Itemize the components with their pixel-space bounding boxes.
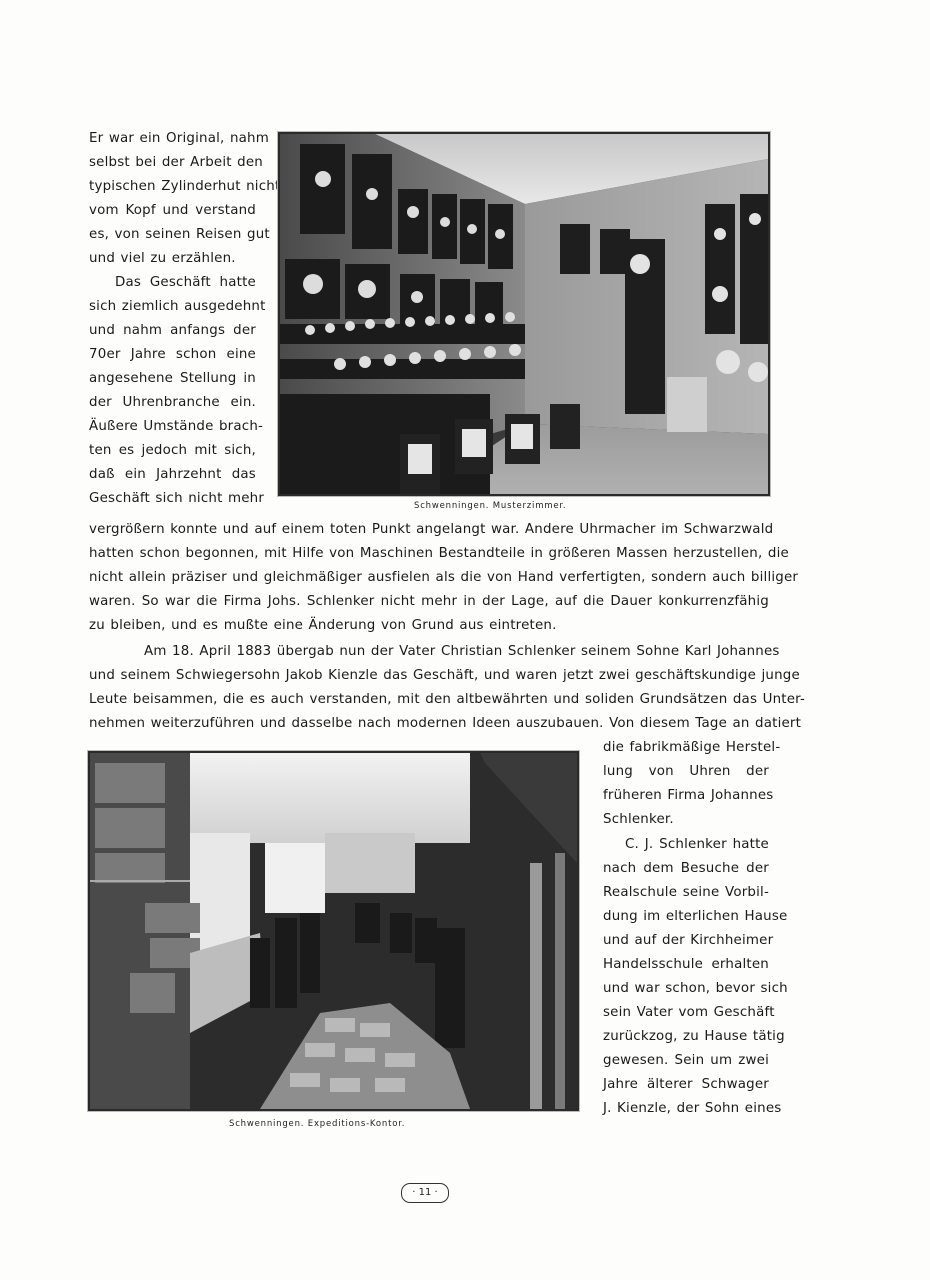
text-line: die fabrikmäßige Herstel- <box>603 740 781 755</box>
text-line: Handelsschule erhalten <box>603 957 769 972</box>
text-line: hatten schon begonnen, mit Hilfe von Maschinen Bestandteile in größeren Massen herzustellen, die <box>89 546 789 561</box>
text-line: J. Kienzle, der Sohn eines <box>603 1101 782 1116</box>
clock-showroom-illustration <box>280 134 768 494</box>
text-line: lung von Uhren der <box>603 764 769 779</box>
text-line: dung im elterlichen Hause <box>603 909 788 924</box>
text-line: es, von seinen Reisen gut <box>89 227 270 242</box>
text-line: sein Vater vom Geschäft <box>603 1005 775 1020</box>
text-line: und seinem Schwiegersohn Jakob Kienzle das Geschäft, und waren jetzt zwei geschäftskundige junge <box>89 668 800 683</box>
text-line: und auf der Kirchheimer <box>603 933 774 948</box>
text-line: vergrößern konnte und auf einem toten Punkt angelangt war. Andere Uhrmacher im Schwarzwald <box>89 522 774 537</box>
text-line: C. J. Schlenker hatte <box>625 837 769 852</box>
text-line: zurückzog, zu Hause tätig <box>603 1029 785 1044</box>
text-line: Geschäft sich nicht mehr <box>89 491 265 506</box>
text-line: 70er Jahre schon eine <box>89 347 256 362</box>
figure-caption-top: Schwenningen. Musterzimmer. <box>414 501 567 511</box>
text-line: sich ziemlich ausgedehnt <box>89 299 266 314</box>
text-line: gewesen. Sein um zwei <box>603 1053 769 1068</box>
page-number: · 11 · <box>401 1183 449 1203</box>
text-line: waren. So war die Firma Johs. Schlenker nicht mehr in der Lage, auf die Dauer konkurrenzfähig <box>89 594 769 609</box>
text-line: Er war ein Original, nahm <box>89 131 269 146</box>
figure-caption-bottom: Schwenningen. Expeditions-Kontor. <box>229 1119 406 1129</box>
photo-musterzimmer <box>278 132 770 496</box>
text-line: und nahm anfangs der <box>89 323 256 338</box>
text-line: nicht allein präziser und gleichmäßiger ausfielen als die von Hand verfertigten, sondern auch billiger <box>89 570 799 585</box>
shipping-office-illustration <box>90 753 577 1109</box>
text-line: typischen Zylinderhut nicht <box>89 179 281 194</box>
text-line: Leute beisammen, die es auch verstanden, mit den altbewährten und soliden Grundsätzen das Unter- <box>89 692 806 707</box>
text-line: nehmen weiterzuführen und dasselbe nach modernen Ideen auszubauen. Von diesem Tage an datiert <box>89 716 802 731</box>
text-line: Äußere Umstände brach- <box>89 419 264 434</box>
text-line: Schlenker. <box>603 812 674 827</box>
text-line: und viel zu erzählen. <box>89 251 236 266</box>
text-line: nach dem Besuche der <box>603 861 769 876</box>
text-line: Jahre älterer Schwager <box>603 1077 769 1092</box>
text-line: und war schon, bevor sich <box>603 981 788 996</box>
text-line: Das Geschäft hatte <box>115 275 256 290</box>
text-line: angesehene Stellung in <box>89 371 256 386</box>
text-line: Realschule seine Vorbil- <box>603 885 769 900</box>
text-line: ten es jedoch mit sich, <box>89 443 256 458</box>
text-line: der Uhrenbranche ein. <box>89 395 256 410</box>
text-line: vom Kopf und verstand <box>89 203 256 218</box>
text-line: selbst bei der Arbeit den <box>89 155 263 170</box>
text-line: zu bleiben, und es mußte eine Änderung von Grund aus eintreten. <box>89 618 557 633</box>
text-line: Am 18. April 1883 übergab nun der Vater Christian Schlenker seinem Sohne Karl Johannes <box>144 644 780 659</box>
text-line: daß ein Jahrzehnt das <box>89 467 256 482</box>
photo-expeditions-kontor <box>88 751 579 1111</box>
text-line: früheren Firma Johannes <box>603 788 774 803</box>
